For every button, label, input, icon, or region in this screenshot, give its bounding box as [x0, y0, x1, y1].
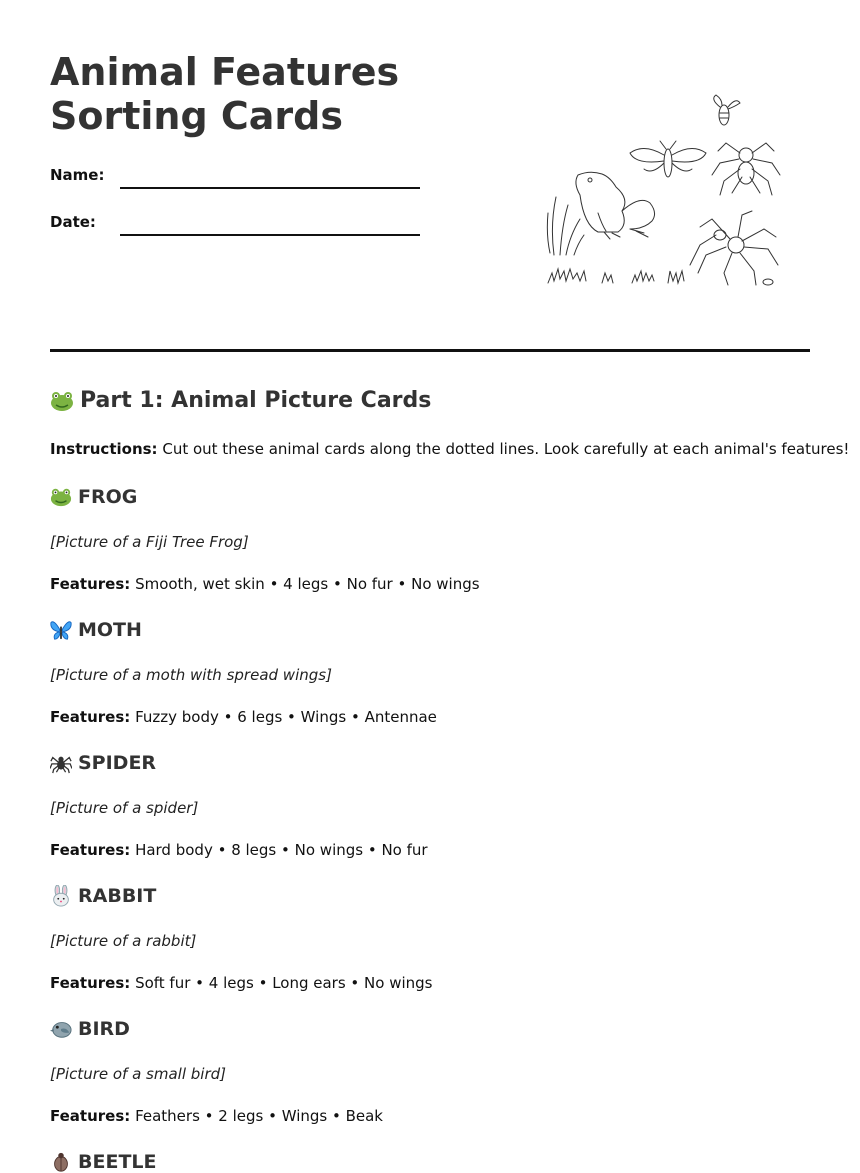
card-name: BEETLE — [78, 1151, 157, 1173]
card-name: RABBIT — [78, 885, 157, 907]
card-title-bird — [50, 1018, 130, 1040]
card-picture-placeholder: [Picture of a spider] — [50, 799, 199, 817]
bird-icon — [50, 1018, 72, 1040]
features-text: Soft fur • 4 legs • Long ears • No wings — [135, 974, 433, 992]
card-title-rabbit — [50, 885, 156, 907]
name-field[interactable] — [120, 187, 420, 189]
bee-drawing-icon — [714, 95, 740, 125]
butterfly-icon — [50, 619, 72, 641]
card-title-moth — [50, 619, 142, 641]
card-title-spider — [50, 752, 156, 774]
frog-drawing-icon — [576, 172, 655, 239]
spider-drawing-icon — [712, 143, 780, 195]
part1-heading-text: Part 1: Animal Picture Cards — [80, 388, 432, 413]
card-title-frog — [50, 486, 137, 508]
spider-drawing-icon — [690, 211, 778, 285]
features-text: Smooth, wet skin • 4 legs • No fur • No wings — [135, 575, 480, 593]
card-features — [50, 575, 480, 593]
instructions-text: Cut out these animal cards along the dotted lines. Look carefully at each animal's features! — [162, 440, 850, 458]
card-picture-placeholder: [Picture of a small bird] — [50, 1065, 227, 1083]
features-label: Features: — [50, 575, 131, 593]
grass-drawing-icon — [547, 197, 684, 283]
card-name: SPIDER — [78, 752, 157, 774]
frog-icon — [50, 486, 72, 508]
card-picture-placeholder: [Picture of a moth with spread wings] — [50, 666, 332, 684]
moth-drawing-icon — [630, 141, 706, 177]
features-label: Features: — [50, 841, 131, 859]
date-label: Date: — [50, 213, 96, 231]
animals-illustration — [540, 85, 790, 295]
card-features — [50, 841, 428, 859]
features-text: Feathers • 2 legs • Wings • Beak — [135, 1107, 383, 1125]
card-name: MOTH — [78, 619, 142, 641]
card-picture-placeholder: [Picture of a Fiji Tree Frog] — [50, 533, 249, 551]
features-label: Features: — [50, 1107, 131, 1125]
instructions — [50, 440, 849, 458]
features-text: Hard body • 8 legs • No wings • No fur — [135, 841, 428, 859]
card-name: FROG — [78, 486, 138, 508]
page-title: Animal Features Sorting Cards — [50, 50, 400, 138]
card-picture-placeholder: [Picture of a rabbit] — [50, 932, 197, 950]
features-label: Features: — [50, 708, 131, 726]
section-divider — [50, 349, 810, 352]
name-label: Name: — [50, 166, 105, 184]
instructions-label: Instructions: — [50, 440, 158, 458]
beetle-icon — [50, 1151, 72, 1173]
spider-icon — [50, 752, 72, 774]
card-name: BIRD — [78, 1018, 130, 1040]
frog-icon — [50, 389, 74, 413]
features-text: Fuzzy body • 6 legs • Wings • Antennae — [135, 708, 437, 726]
card-title-beetle — [50, 1151, 157, 1173]
card-features — [50, 708, 437, 726]
part1-heading — [50, 388, 431, 413]
rabbit-icon — [50, 885, 72, 907]
date-field[interactable] — [120, 234, 420, 236]
features-label: Features: — [50, 974, 131, 992]
card-features — [50, 974, 433, 992]
card-features — [50, 1107, 383, 1125]
